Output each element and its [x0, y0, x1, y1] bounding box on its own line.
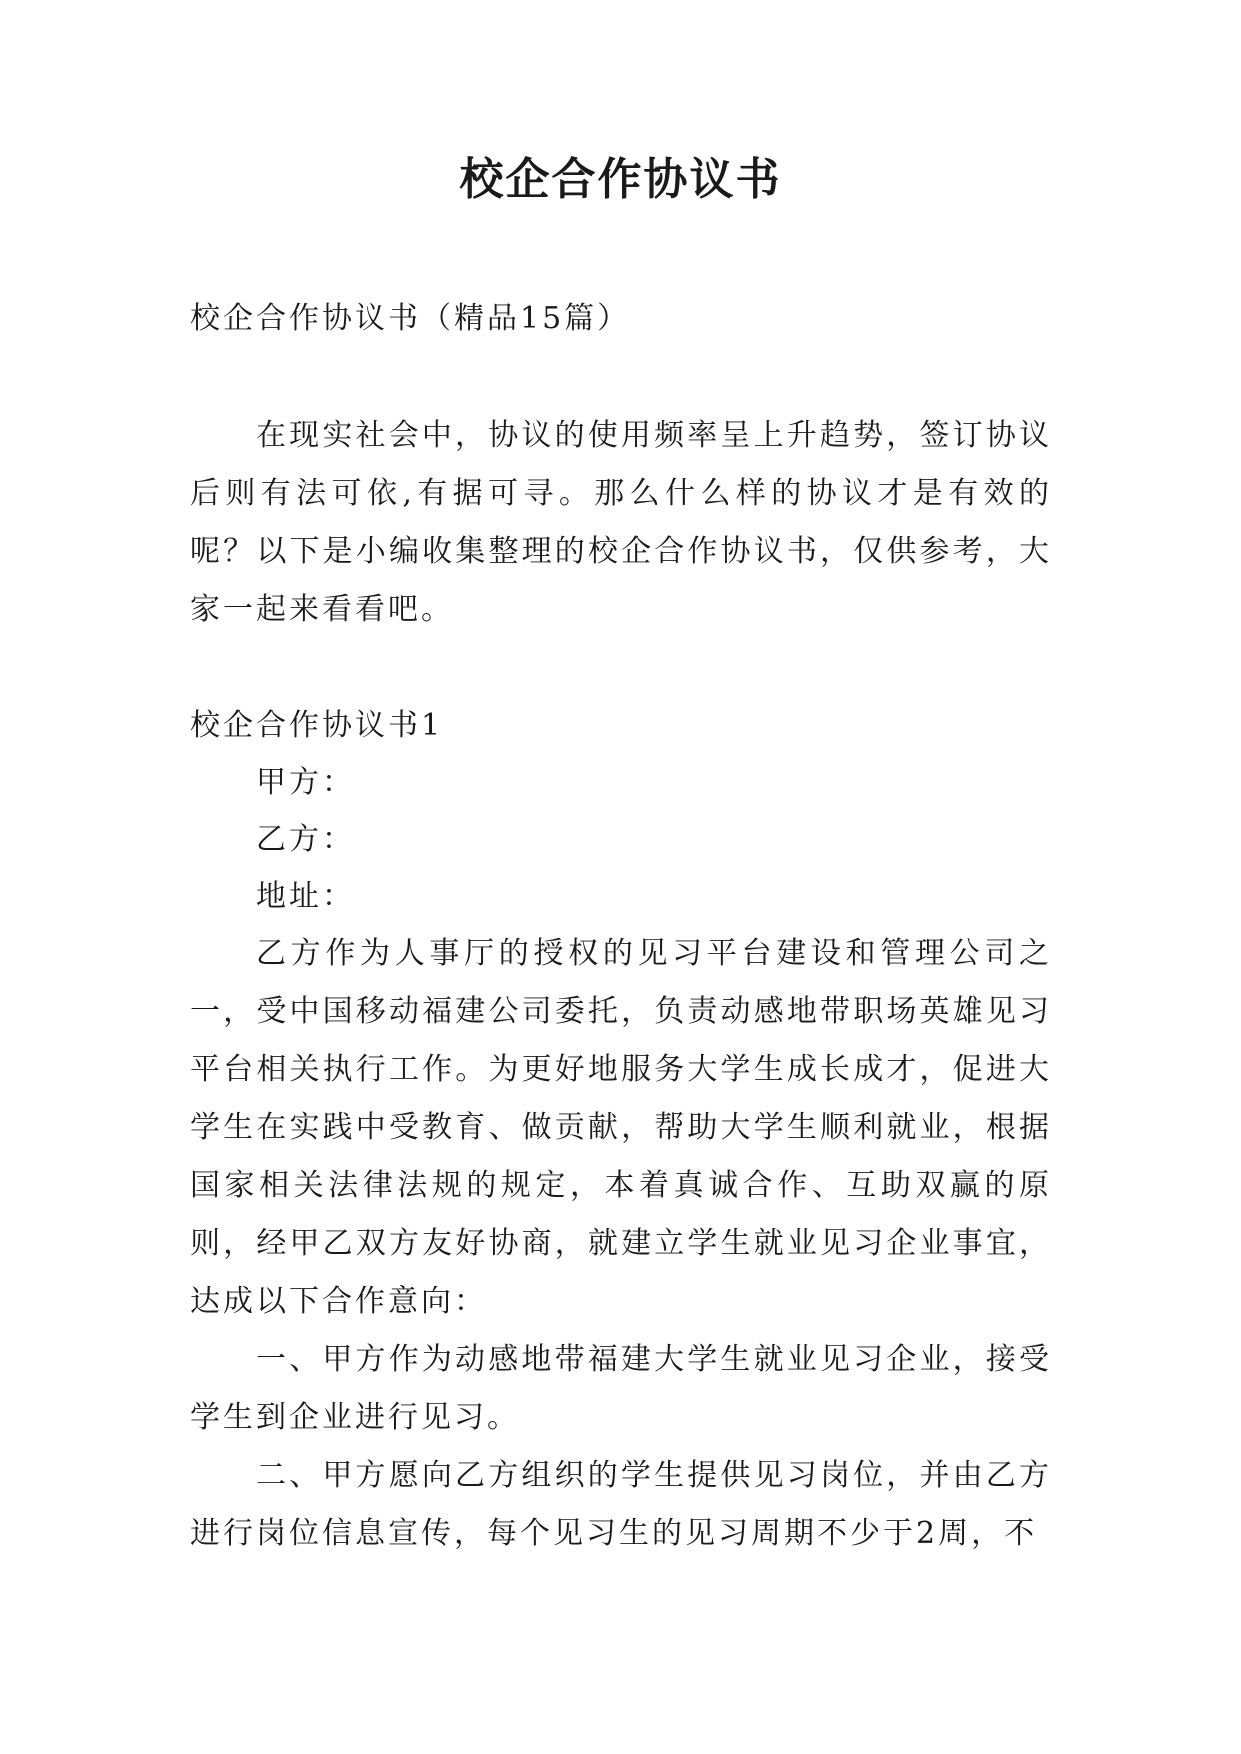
- section-title: 校企合作协议书1: [190, 708, 444, 743]
- party-a-field: 甲方：: [256, 765, 355, 800]
- document-body: [190, 290, 1052, 1563]
- party-b-field: 乙方：: [256, 822, 355, 857]
- address-field: 地址：: [256, 879, 355, 914]
- body-paragraph: 乙方作为人事厅的授权的见习平台建设和管理公司之一，受中国移动福建公司委托，负责动感地带职场英雄见习平台相关执行工作。为更好地服务大学生成长成才，促进大学生在实践中受教育、做贡献，帮助大学生顺利就业，根据国家相关法律法规的规定，本着真诚合作、互助双赢的原则，经甲乙双方友好协商，就建立学生就业见习企业事宜，达成以下合作意向：: [190, 936, 1052, 1319]
- document-subtitle: 校企合作协议书（精品15篇）: [190, 301, 631, 336]
- document-title: 校企合作协议书: [459, 154, 782, 205]
- body-paragraph: 一、甲方作为动感地带福建大学生就业见习企业，接受学生到企业进行见习。: [190, 1342, 1052, 1435]
- intro-paragraph: 在现实社会中，协议的使用频率呈上升趋势，签订协议后则有法可依,有据可寻。那么什么样的协议才是有效的呢？以下是小编收集整理的校企合作协议书，仅供参考，大家一起来看看吧。: [190, 418, 1052, 627]
- body-paragraph: 二、甲方愿向乙方组织的学生提供见习岗位，并由乙方进行岗位信息宣传，每个见习生的见习周期不少于2周，不: [190, 1458, 1052, 1551]
